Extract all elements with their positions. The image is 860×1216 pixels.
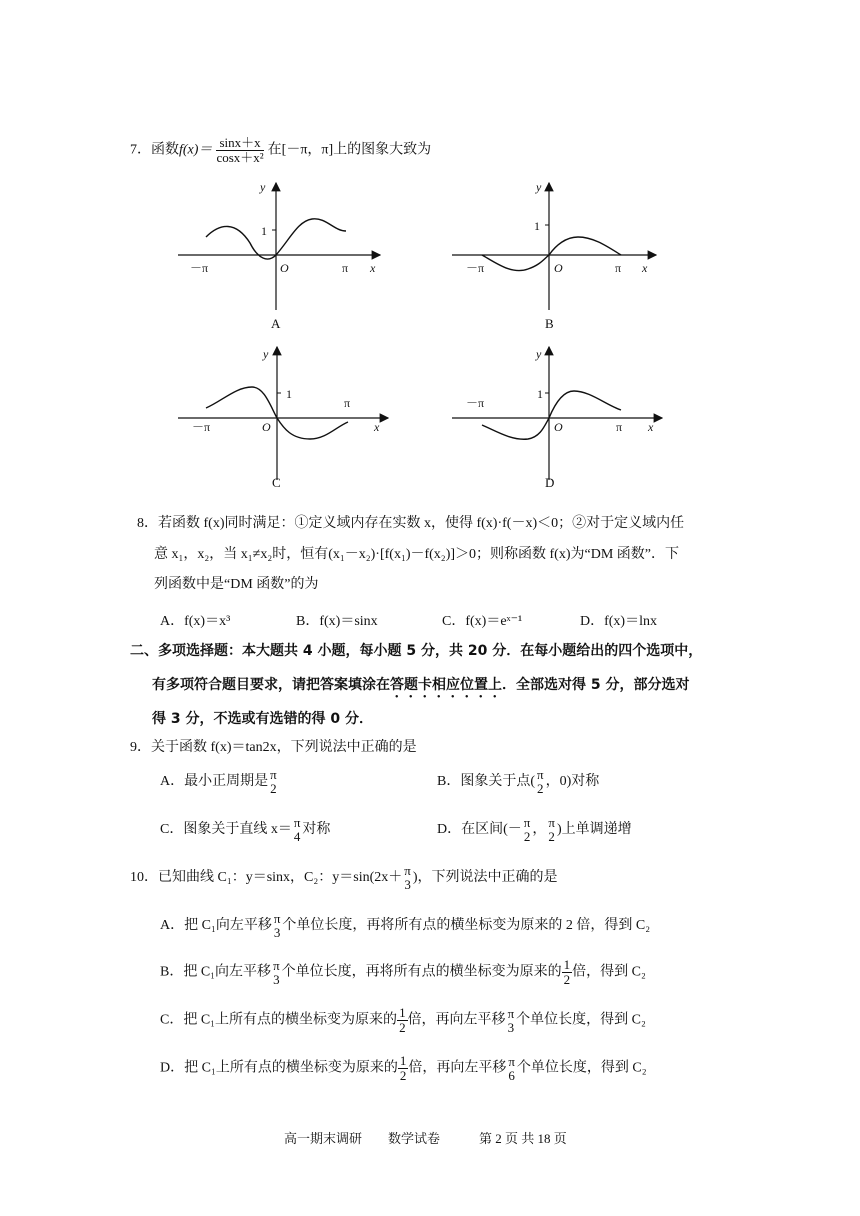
graph-d-label: D (545, 475, 555, 490)
graphs-figure (0, 175, 860, 675)
graph-a-pi: π (342, 261, 349, 275)
frac-den: 2 (399, 1068, 407, 1083)
frac-den: 3 (404, 877, 411, 892)
q10-stem-a: 10．已知曲线 C₁：y＝sinx，C₂：y＝sin(2x＋ (130, 870, 403, 886)
frac-den: 4 (293, 829, 301, 844)
q7-suffix: 在[－π，π]上的图象大致为 (267, 142, 432, 158)
q10-c3: 个单位长度，得到 C₂ (516, 1012, 646, 1028)
graph-a-one: 1 (261, 224, 267, 238)
graph-d (452, 347, 662, 490)
graph-b-origin: O (554, 261, 563, 275)
section2-line2 (152, 674, 690, 701)
graph-b (452, 180, 656, 331)
graph-b-y: y (536, 180, 542, 194)
q10-d-frac1 (398, 1054, 409, 1083)
frac-num: π (507, 1005, 515, 1021)
q9-option-d (437, 816, 632, 844)
graph-c (178, 347, 388, 490)
frac-num: π (508, 1053, 515, 1069)
q8-option-b: B．f(x)＝sinx (296, 614, 378, 629)
q9-d-frac1 (522, 816, 533, 844)
graph-d-y: y (536, 347, 542, 361)
graph-b-one: 1 (534, 219, 540, 233)
q10-option-b (160, 958, 646, 987)
frac-den: 2 (399, 1020, 406, 1035)
q9-a-text: A．最小正周期是 (160, 774, 269, 790)
q7-denominator: cosx＋x² (216, 150, 264, 165)
q7-func: f(x)＝ (179, 142, 213, 158)
q9-b-frac (535, 768, 546, 796)
q9-b-tail: ，0)对称 (545, 774, 600, 790)
q10-b2: 个单位长度，再将所有点的横坐标变为原来的 (281, 964, 562, 980)
graph-a-negpi: －π (190, 261, 209, 275)
frac-den: 3 (273, 971, 280, 987)
frac-den: 2 (523, 829, 531, 844)
q10-a-frac (272, 912, 283, 940)
frac-num: π (548, 815, 555, 830)
graph-d-x: x (648, 420, 654, 434)
q10-option-a (160, 912, 650, 940)
graph-d-one: 1 (537, 387, 543, 401)
q9-d-mid: ， (532, 822, 547, 838)
q9-stem: 9．关于函数 f(x)＝tan2x，下列说法中正确的是 (130, 740, 417, 755)
q10-b-frac2 (562, 958, 573, 987)
q8-line2: 意 x₁，x₂，当 x₁≠x₂时，恒有(x₁－x₂)·[f(x₁)－f(x₂)]＞0；则称函数 f(x)为“DM 函数”．下 (154, 547, 679, 562)
section2-line2-emph: 答题卡相应位置上 (390, 677, 502, 693)
q10-d-frac2 (506, 1055, 517, 1083)
q9-c-frac (292, 816, 303, 844)
q8-line3: 列函数中是“DM 函数”的为 (154, 577, 319, 592)
q7-fraction (216, 136, 263, 165)
frac-num: π (273, 957, 280, 973)
frac-num: π (523, 815, 531, 830)
q10-stem-b: )，下列说法中正确的是 (412, 870, 558, 886)
graph-c-y: y (263, 347, 269, 361)
frac-num: π (537, 767, 544, 782)
graph-c-origin: O (262, 420, 271, 434)
q10-b1: B．把 C₁向左平移 (160, 964, 272, 980)
q10-c-frac2 (506, 1007, 517, 1035)
q9-c-tail: 对称 (302, 822, 331, 838)
q10-b3: 倍，得到 C₂ (572, 964, 646, 980)
q10-c-frac1 (397, 1006, 408, 1035)
q9-option-c (160, 816, 330, 844)
q9-d-frac2 (546, 816, 557, 844)
q7-numerator: sinx＋x (216, 136, 263, 151)
frac-num: 1 (399, 1005, 406, 1020)
frac-num: π (273, 911, 281, 926)
q10-b-frac1 (271, 959, 282, 987)
graph-a-x: x (370, 261, 376, 275)
section2-line3: 得 3 分，不选或有选错的得 0 分． (152, 711, 373, 727)
q10-d2: 倍，再向左平移 (408, 1060, 507, 1076)
graph-b-pi: π (615, 261, 622, 275)
q10-a2: 个单位长度，再将所有点的横坐标变为原来的 2 倍，得到 C₂ (282, 918, 651, 934)
q10-a1: A．把 C₁向左平移 (160, 918, 272, 934)
q8-option-c: C．f(x)＝eˣ⁻¹ (442, 614, 523, 629)
frac-num: π (270, 767, 277, 782)
graph-a (178, 180, 380, 331)
q9-a-frac (268, 768, 279, 796)
q10-stem (130, 864, 558, 892)
frac-den: 6 (508, 1067, 515, 1083)
graph-c-x: x (374, 420, 380, 434)
graph-d-origin: O (554, 420, 563, 434)
frac-den: 2 (548, 829, 555, 844)
frac-num: 1 (563, 957, 571, 972)
graph-c-pi: π (344, 396, 351, 410)
frac-den: 2 (270, 781, 277, 796)
frac-den: 3 (273, 925, 281, 940)
frac-den: 2 (537, 781, 544, 796)
q8-option-d: D．f(x)＝lnx (580, 614, 657, 629)
q9-option-b (437, 768, 599, 796)
graph-b-negpi: －π (466, 261, 485, 275)
frac-den: 3 (507, 1019, 515, 1035)
graph-b-x: x (642, 261, 648, 275)
q10-d3: 个单位长度，得到 C₂ (516, 1060, 647, 1076)
section2-line2-a: 有多项符合题目要求，请把答案填涂在 (152, 677, 390, 693)
q10-d1: D．把 C₁上所有点的横坐标变为原来的 (160, 1060, 398, 1076)
graph-d-pi: π (616, 420, 623, 434)
q8-line1: 8．若函数 f(x)同时满足：①定义域内存在实数 x，使得 f(x)·f(－x)＜0；②对于定义域内任 (137, 516, 685, 531)
q9-d-tail: )上单调递增 (556, 822, 632, 838)
section2-line2-c: ．全部选对得 5 分，部分选对 (502, 677, 690, 693)
q9-option-a (160, 768, 279, 796)
graph-a-y: y (260, 180, 266, 194)
q9-b-text: B．图象关于点( (437, 774, 535, 790)
graph-a-label: A (271, 316, 281, 331)
q8-option-a: A．f(x)＝x³ (160, 614, 231, 629)
graph-c-negpi: －π (192, 420, 211, 434)
graph-a-origin: O (280, 261, 289, 275)
q9-d-text: D．在区间(－ (437, 822, 522, 838)
q10-stem-frac (402, 864, 413, 892)
graph-c-one: 1 (286, 387, 292, 401)
q10-c2: 倍，再向左平移 (407, 1012, 506, 1028)
q9-c-text: C．图象关于直线 x＝ (160, 822, 292, 838)
q10-c1: C．把 C₁上所有点的横坐标变为原来的 (160, 1012, 398, 1028)
q10-option-c (160, 1006, 646, 1035)
page-footer: 高一期末调研 数学试卷 第 2 页 共 18 页 (284, 1131, 567, 1146)
q10-option-d (160, 1054, 647, 1083)
q7-number: 7． (130, 142, 151, 158)
graph-d-negpi: －π (466, 396, 485, 410)
frac-num: 1 (399, 1053, 407, 1068)
frac-num: π (404, 863, 411, 878)
frac-num: π (293, 815, 301, 830)
graph-b-label: B (545, 316, 554, 331)
frac-den: 2 (563, 972, 571, 987)
question-7 (130, 136, 431, 165)
q7-prefix: 函数 (151, 142, 179, 158)
graph-c-label: C (272, 475, 281, 490)
section2-line1: 二、多项选择题：本大题共 4 小题，每小题 5 分，共 20 分．在每小题给出的四个选项中， (130, 643, 703, 659)
